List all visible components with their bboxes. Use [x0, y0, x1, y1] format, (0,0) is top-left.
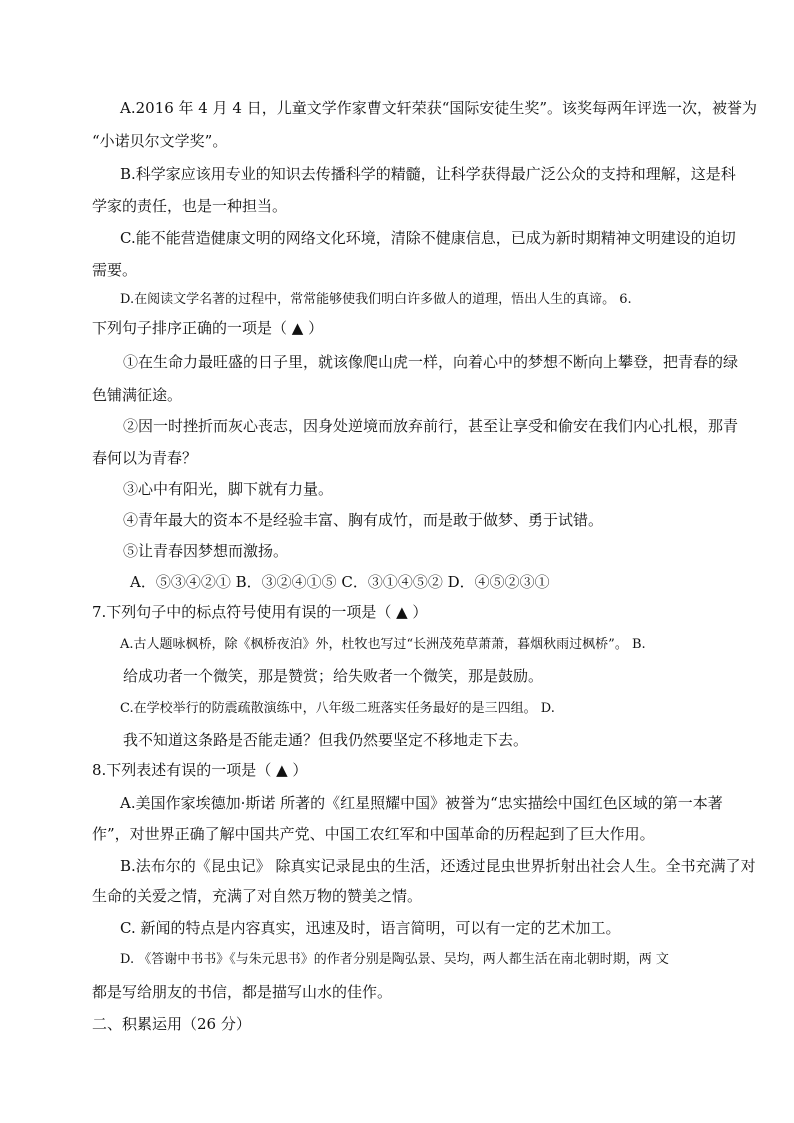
- q6-options: A．⑤③④②① B．③②④①⑤ C．③①④⑤② D．④⑤②③①: [130, 573, 550, 591]
- q8-option-a-line2: 作”，对世界正确了解中国共产党、中国工农红军和中国革命的历程起到了巨大作用。: [92, 825, 655, 843]
- q5-option-a-line1: A.2016 年 4 月 4 日，儿童文学作家曹文轩荣获“国际安徒生奖”。该奖每两年评选一次，被誉为: [120, 99, 758, 117]
- q5-option-b-line1: B.科学家应该用专业的知识去传播科学的精髓，让科学获得最广泛公众的支持和理解，这是科: [120, 165, 736, 183]
- q6-sentence-2-line1: ②因一时挫折而灰心丧志，因身处逆境而放弃前行，甚至让享受和偷安在我们内心扎根，那青: [123, 417, 739, 435]
- q5-option-b-line2: 学家的责任，也是一种担当。: [92, 197, 288, 215]
- q8-option-b-line2: 生命的关爱之情，充满了对自然万物的赞美之情。: [92, 887, 423, 905]
- q7-stem: 7.下列句子中的标点符号使用有误的一项是（ ▲ ）: [92, 603, 428, 621]
- q8-option-a-line1: A.美国作家埃德加·斯诺 所著的《红星照耀中国》被誉为“忠实描绘中国红色区域的第一本著: [120, 794, 723, 812]
- section-2-title: 二、积累运用（26 分）: [92, 1015, 251, 1033]
- q5-option-c-line1: C.能不能营造健康文明的网络文化环境，清除不健康信息，已成为新时期精神文明建设的迫切: [120, 229, 736, 247]
- q8-option-c-line1: C. 新闻的特点是内容真实，迅速及时，语言简明，可以有一定的艺术加工。: [120, 919, 621, 937]
- q6-sentence-2-line2: 春何以为青春？: [92, 449, 198, 467]
- q7-option-b-line: 给成功者一个微笑，那是赞赏；给失败者一个微笑，那是鼓励。: [123, 667, 544, 685]
- q5-option-a-line2: “小诺贝尔文学奖”。: [92, 132, 228, 150]
- q7-option-d-line: 我不知道这条路是否能走通？但我仍然要坚定不移地走下去。: [123, 731, 529, 749]
- q8-option-b-line1: B.法布尔的《昆虫记》 除真实记录昆虫的生活，还透过昆虫世界折射出社会人生。全书充满了对: [120, 857, 756, 875]
- q6-sentence-3: ③心中有阳光，脚下就有力量。: [123, 480, 334, 498]
- q6-sentence-4: ④青年最大的资本不是经验丰富、胸有成竹，而是敢于做梦、勇于试错。: [123, 511, 604, 529]
- q7-option-a-line1: A.古人题咏枫桥，除《枫桥夜泊》外，杜牧也写过“长洲茂苑草萧萧，暮烟秋雨过枫桥”。 B.: [120, 637, 646, 652]
- q6-stem: 下列句子排序正确的一项是（ ▲ ）: [92, 319, 324, 337]
- q6-sentence-5: ⑤让青春因梦想而激扬。: [123, 542, 289, 560]
- q8-stem: 8.下列表述有误的一项是（ ▲ ）: [92, 761, 308, 779]
- q8-option-d-line1: D. 《答谢中书书》《与朱元思书》的作者分别是陶弘景、吴均，两人都生活在南北朝时期，两 文: [120, 952, 669, 967]
- q7-option-c-line1: C.在学校举行的防震疏散演练中，八年级二班落实任务最好的是三四组。 D.: [120, 701, 555, 716]
- q5-option-d-line1: D.在阅读文学名著的过程中，常常能够使我们明白许多做人的道理，悟出人生的真谛。 6.: [120, 292, 632, 307]
- q5-option-c-line2: 需要。: [92, 261, 138, 279]
- q6-sentence-1-line1: ①在生命力最旺盛的日子里，就该像爬山虎一样，向着心中的梦想不断向上攀登，把青春的绿: [123, 353, 739, 371]
- q6-sentence-1-line2: 色铺满征途。: [92, 386, 183, 404]
- q8-option-d-line2: 都是写给朋友的书信，都是描写山水的佳作。: [92, 983, 393, 1001]
